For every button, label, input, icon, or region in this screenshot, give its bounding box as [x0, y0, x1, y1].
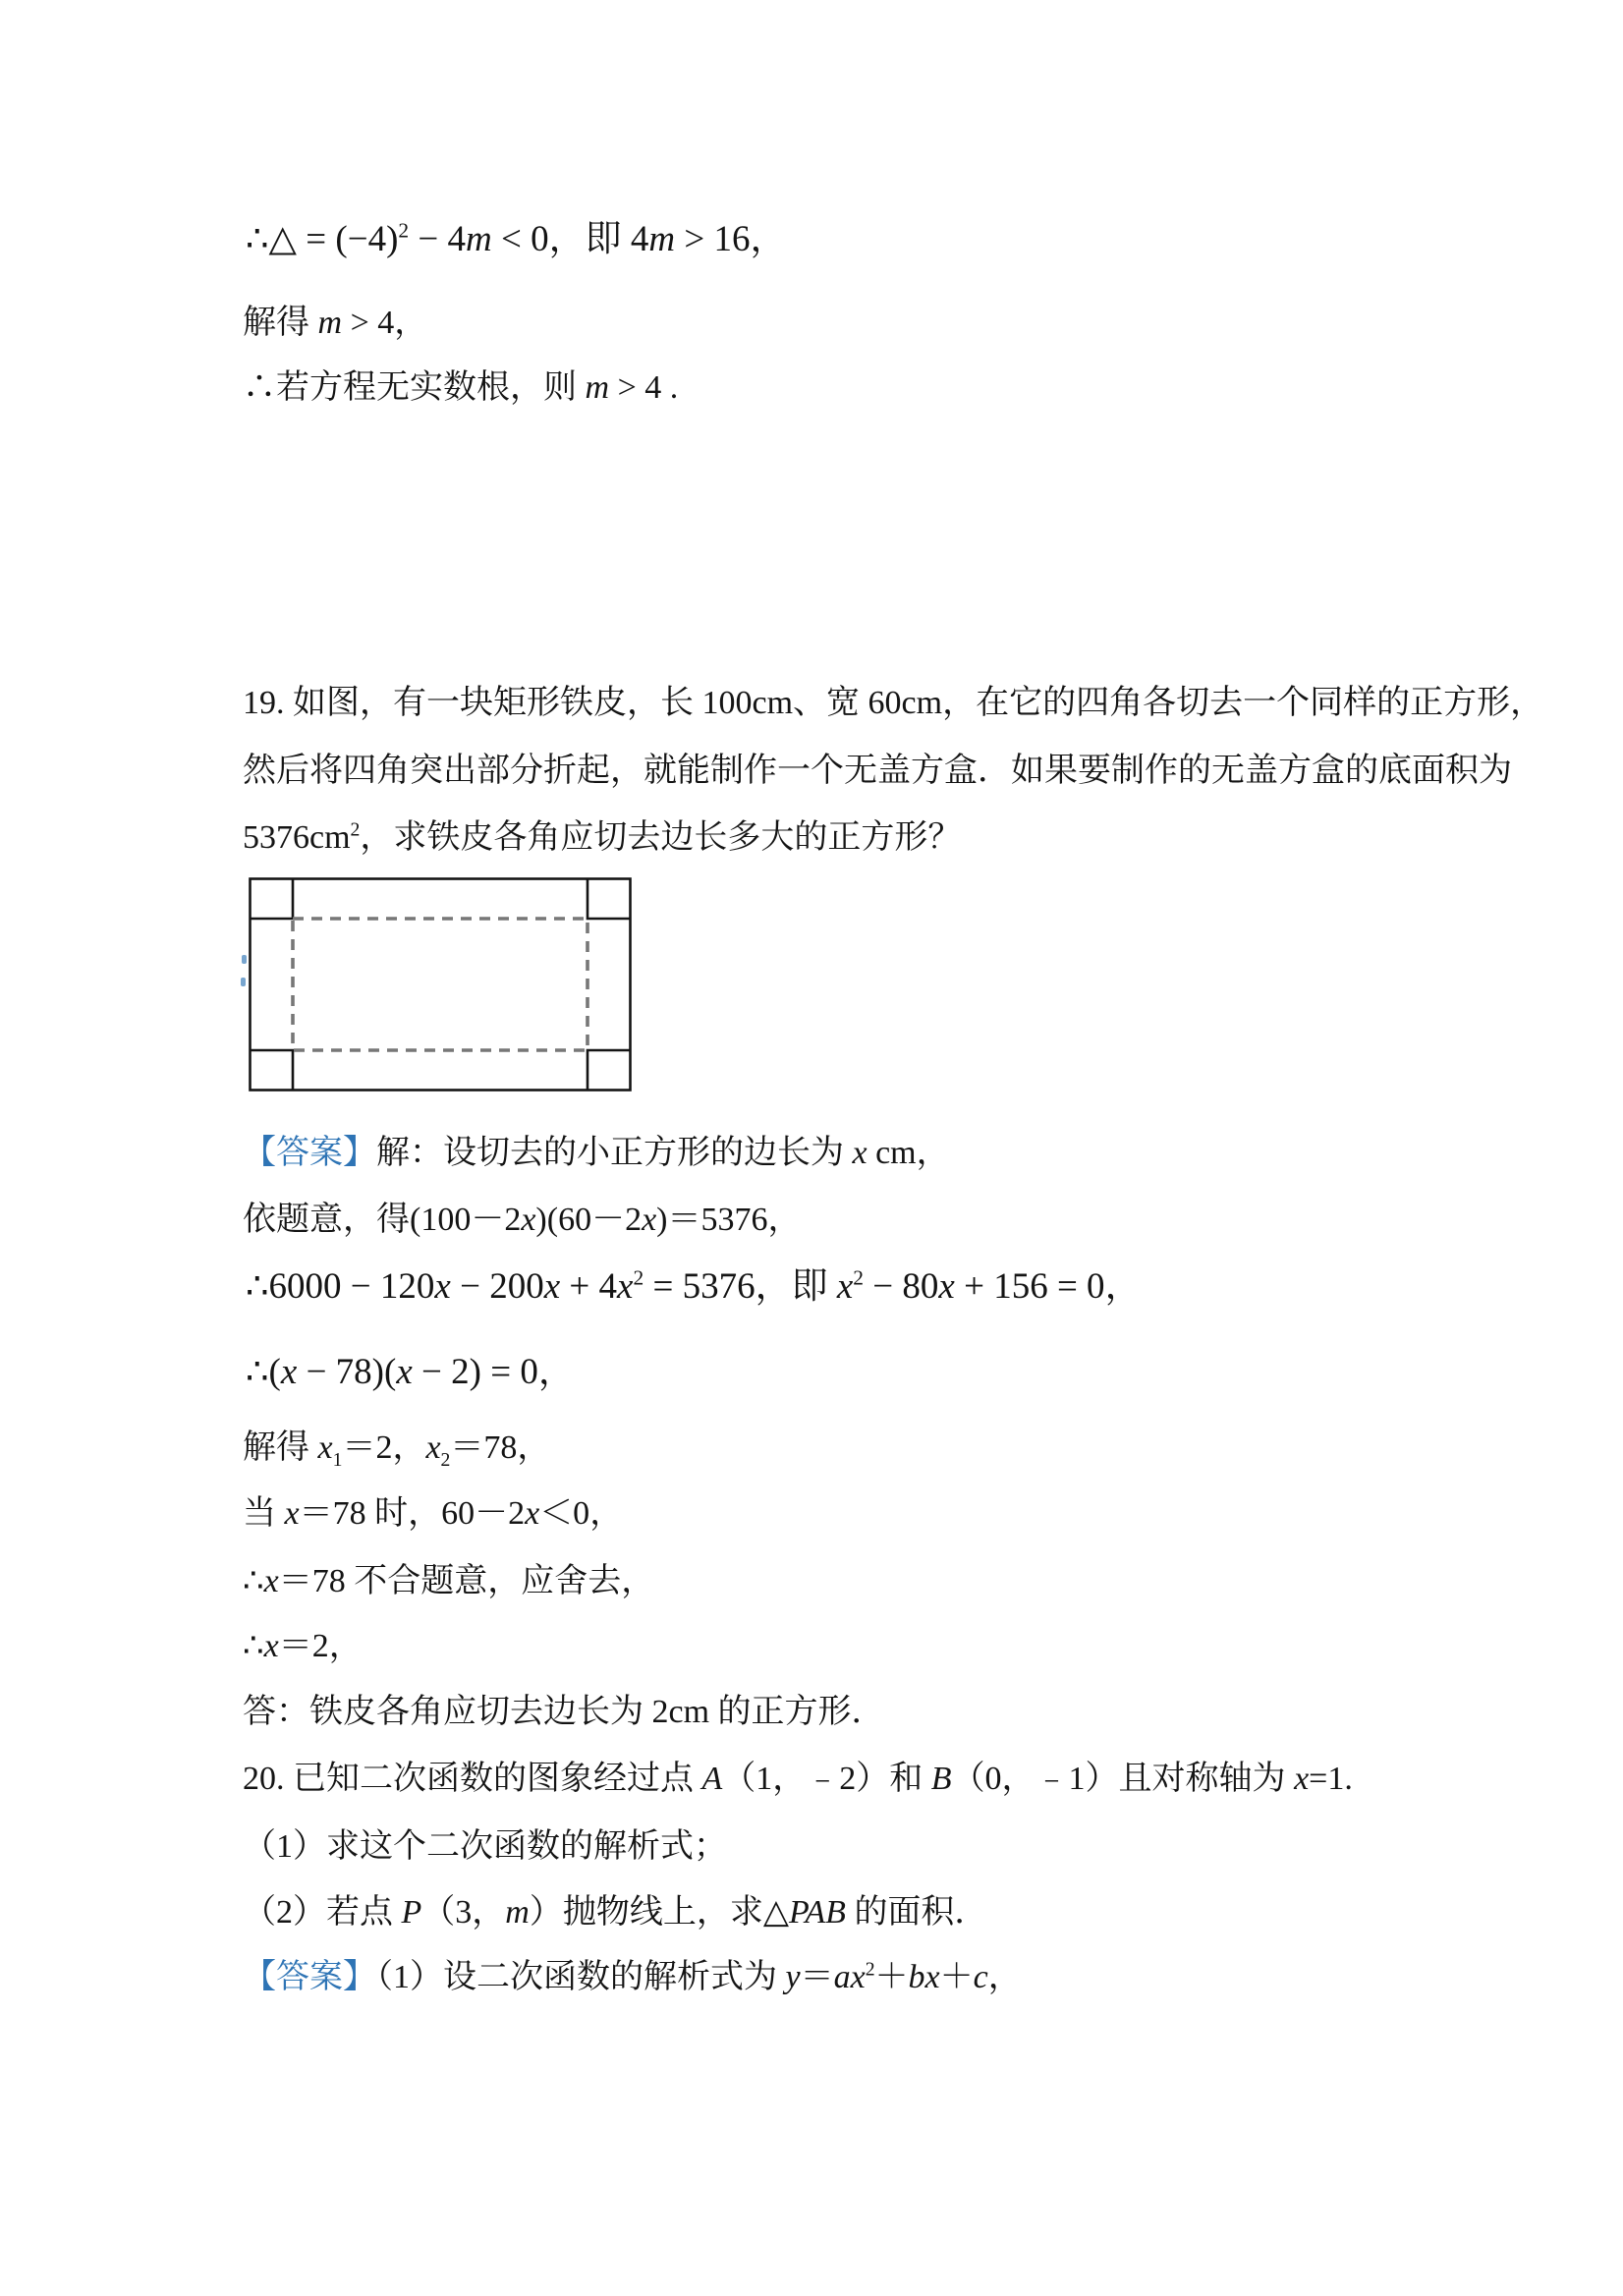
text-segment: 19. 如图，有一块矩形铁皮，长 100cm、宽 60cm，在它的四角各切去一个同样的正方形， — [243, 685, 1544, 721]
text-segment: ∴( — [246, 1352, 281, 1392]
text-segment: P — [401, 1894, 422, 1931]
text-segment: − 4 — [409, 219, 466, 259]
text-segment: x — [617, 1266, 634, 1307]
line-answer19-setup — [243, 1132, 950, 1175]
text-segment: x — [1294, 1761, 1310, 1797]
text-segment: （0，﹣1）且对称轴为 — [951, 1761, 1295, 1797]
text-segment: − 2) = 0 — [412, 1352, 538, 1392]
text-segment: 解得 — [243, 305, 318, 341]
text-segment: 1 — [332, 1448, 343, 1471]
text-segment: x — [317, 1429, 333, 1466]
text-segment: (100－2 — [410, 1202, 522, 1238]
text-segment: ＋ — [939, 1959, 974, 1995]
iron-sheet-figure-svg — [249, 877, 632, 1092]
text-segment: m — [317, 305, 343, 341]
line-answer19-expanded — [246, 1265, 1142, 1309]
annotation-speck — [241, 978, 246, 986]
text-segment: + 156 = 0 — [954, 1266, 1105, 1307]
text-segment: bx — [908, 1959, 940, 1995]
text-segment: ， — [987, 1959, 1022, 1995]
text-segment: 5376cm — [243, 819, 351, 856]
text-segment: 即 — [585, 219, 631, 259]
text-segment: ，求铁皮各角应切去边长多大的正方形？ — [360, 819, 962, 856]
text-segment: （3， — [421, 1894, 506, 1931]
text-segment: 答：铁皮各角应切去边长为 2cm 的正方形． — [243, 1694, 885, 1730]
text-segment: 依题意，得 — [243, 1202, 410, 1238]
text-segment: ∴6000 − 120 — [246, 1266, 435, 1307]
corner-cut-bottom-left — [251, 1050, 293, 1090]
text-segment: ∴△ = — [246, 219, 336, 259]
text-segment: （1）求这个二次函数的解析式； — [243, 1828, 727, 1865]
text-segment: ， — [916, 1135, 950, 1171]
line-question20-part2 — [243, 1891, 987, 1934]
text-segment: （2）若点 — [243, 1894, 402, 1931]
line-answer19-final — [243, 1691, 885, 1734]
text-segment: ax — [833, 1959, 866, 1995]
text-segment: x — [525, 1495, 540, 1532]
text-segment: 2 — [853, 1265, 865, 1290]
text-segment: ）抛物线上，求△ — [529, 1894, 789, 1931]
text-segment: x — [543, 1266, 561, 1307]
text-segment: )＝5376 — [656, 1202, 768, 1238]
text-segment: 然后将四角突出部分折起，就能制作一个无盖方盒．如果要制作的无盖方盒的底面积为 — [243, 753, 1512, 789]
text-segment: ＝78 — [299, 1495, 366, 1532]
text-segment: ， — [394, 305, 428, 341]
line-answer19-roots — [243, 1427, 550, 1470]
line-answer19-check — [243, 1492, 623, 1536]
text-segment: ， — [755, 1266, 792, 1307]
text-segment: 不合题意，应舍去， — [345, 1563, 655, 1599]
line-answer19-reject — [243, 1560, 654, 1603]
text-segment: m — [585, 369, 610, 406]
text-segment: ＝ — [800, 1959, 834, 1995]
text-segment: =1. — [1309, 1761, 1353, 1797]
iron-sheet-figure — [249, 877, 632, 1092]
text-segment: 解：设切去的小正方形的边长为 — [376, 1135, 853, 1171]
text-segment: x — [396, 1352, 413, 1392]
text-segment: A — [701, 1761, 723, 1797]
line-answer19-factored — [246, 1351, 575, 1394]
text-segment: 【答案】 — [243, 1959, 376, 1995]
text-segment: < 0 — [491, 219, 549, 259]
corner-cut-top-left — [251, 879, 293, 919]
text-segment: ∴ — [243, 1628, 264, 1664]
line-question19-2 — [243, 750, 1512, 793]
text-segment: x — [280, 1352, 298, 1392]
annotation-speck — [242, 955, 247, 964]
text-segment: 60－2 — [441, 1495, 526, 1532]
text-segment: 20. 已知二次函数的图象经过点 — [243, 1761, 702, 1797]
text-segment: 2 — [865, 1958, 875, 1981]
text-segment: m — [466, 219, 492, 259]
line-question20-part1 — [243, 1825, 727, 1869]
text-segment: x — [642, 1202, 657, 1238]
text-segment: (−4) — [335, 219, 399, 259]
text-segment: x — [434, 1266, 451, 1307]
corner-cut-bottom-right — [588, 1050, 630, 1090]
corner-cut-top-right — [588, 879, 630, 919]
text-segment: )(60－2 — [535, 1202, 643, 1238]
text-segment: x — [425, 1429, 441, 1466]
text-segment: 时， — [365, 1495, 442, 1532]
text-segment: ＝2 — [278, 1628, 329, 1664]
text-segment: 4 — [630, 219, 649, 259]
text-segment: ， — [328, 1628, 363, 1664]
text-segment: ， — [750, 219, 787, 259]
text-segment: PAB — [789, 1894, 846, 1931]
line-conclusion-no-real-roots — [243, 366, 678, 410]
line-answer20-setup — [243, 1956, 1022, 1999]
text-segment: ， — [1104, 1266, 1142, 1307]
text-segment: ， — [767, 1202, 802, 1238]
text-segment: > 16 — [675, 219, 751, 259]
text-segment: 即 — [791, 1266, 837, 1307]
text-segment: （1，﹣2）和 — [722, 1761, 931, 1797]
text-segment: ， — [548, 219, 586, 259]
text-segment: > 4 . — [609, 369, 679, 406]
text-segment: − 78)( — [297, 1352, 397, 1392]
line-discriminant-derivation — [246, 218, 786, 261]
text-segment: x — [938, 1266, 955, 1307]
text-segment: 2 — [350, 818, 361, 841]
text-segment: ＝78 — [450, 1429, 518, 1466]
text-segment: B — [930, 1761, 952, 1797]
text-segment: 当 — [243, 1495, 285, 1532]
text-segment: ＝78 — [278, 1563, 346, 1599]
text-segment: x — [852, 1135, 867, 1171]
line-answer19-x2 — [243, 1625, 363, 1668]
text-segment: ＜0 — [539, 1495, 590, 1532]
text-segment: cm — [867, 1135, 917, 1171]
text-segment: ， — [589, 1495, 624, 1532]
text-segment: m — [505, 1894, 530, 1931]
text-segment: x — [521, 1202, 536, 1238]
text-segment: 2 — [633, 1265, 644, 1290]
line-question19-1 — [243, 682, 1543, 725]
text-segment: ∴若方程无实数根，则 — [243, 369, 586, 406]
text-segment: y — [785, 1959, 801, 1995]
text-segment: 2 — [398, 218, 410, 243]
text-segment: = 5376 — [644, 1266, 756, 1307]
text-segment: − 200 — [450, 1266, 544, 1307]
text-segment: > 4 — [342, 305, 395, 341]
line-question19-3 — [243, 816, 961, 860]
line-solve-m — [243, 302, 427, 345]
text-segment: c — [973, 1959, 988, 1995]
text-segment: x — [836, 1266, 854, 1307]
outer-rectangle — [251, 879, 631, 1091]
text-segment: ＋ — [874, 1959, 909, 1995]
text-segment: ＝2 — [342, 1429, 393, 1466]
text-segment: + 4 — [560, 1266, 618, 1307]
text-segment: x — [263, 1628, 279, 1664]
text-segment: （1）设二次函数的解析式为 — [376, 1959, 786, 1995]
text-segment: x — [263, 1563, 279, 1599]
text-segment: ， — [537, 1352, 575, 1392]
text-segment: 解得 — [243, 1429, 318, 1466]
text-segment: 【答案】 — [243, 1135, 376, 1171]
text-segment: ∴ — [243, 1563, 264, 1599]
line-answer19-equation — [243, 1199, 802, 1242]
text-segment: x — [284, 1495, 300, 1532]
text-segment: 的面积． — [845, 1894, 988, 1931]
text-segment: − 80 — [864, 1266, 939, 1307]
text-segment: ， — [392, 1429, 426, 1466]
line-question20-1 — [243, 1758, 1353, 1801]
fold-line-dashed-rectangle — [293, 919, 588, 1050]
text-segment: 2 — [440, 1448, 451, 1471]
text-segment: m — [648, 219, 676, 259]
text-segment: ， — [517, 1429, 551, 1466]
